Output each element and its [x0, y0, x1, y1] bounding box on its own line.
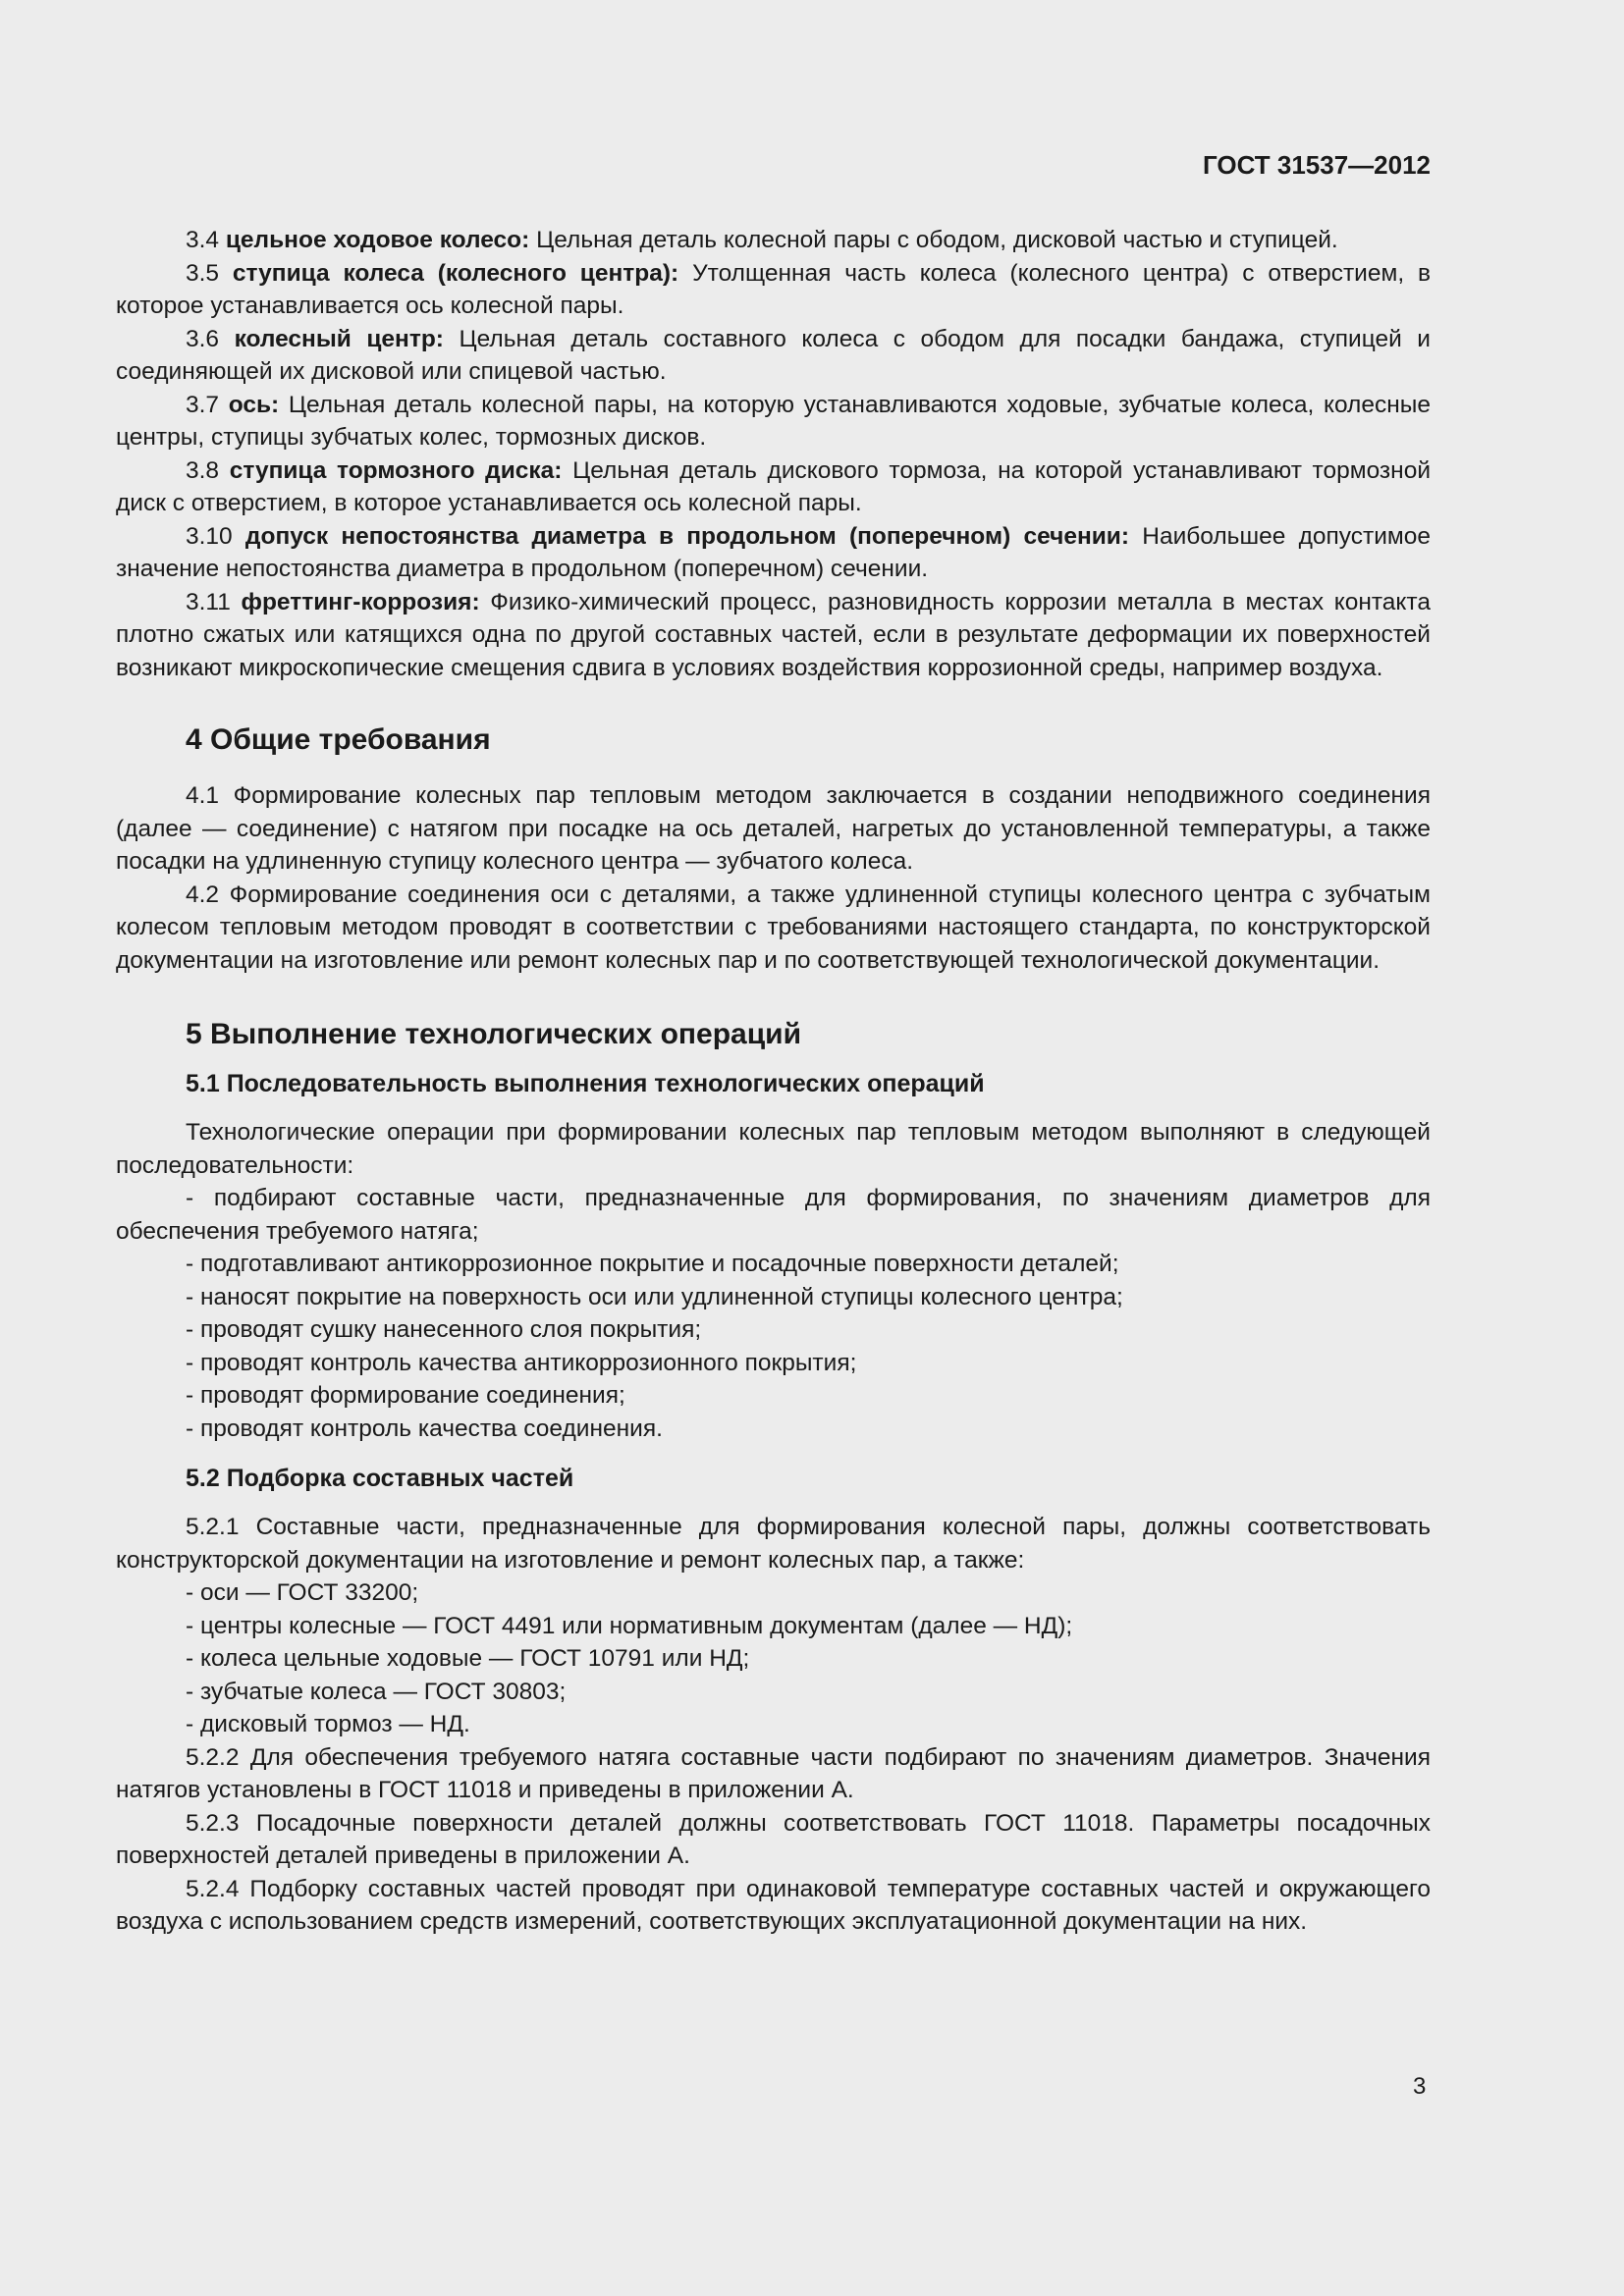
paragraph-5-1-intro: Технологические операции при формировании колесных пар тепловым методом выполняют в следующей последовательности: — [116, 1119, 1431, 1179]
section-5-1-heading: 5.1 Последовательность выполнения технологических операций — [186, 1070, 985, 1097]
definition-term: ступица колеса (колесного центра): — [232, 259, 679, 287]
list-item: - дисковый тормоз — НД. — [186, 1711, 470, 1737]
list-item: - наносят покрытие на поверхность оси или удлиненной ступицы колесного центра; — [186, 1283, 1123, 1310]
list-item: - проводят сушку нанесенного слоя покрытия; — [186, 1316, 702, 1343]
document-body — [116, 224, 1431, 1939]
paragraph-5-2-2: 5.2.2 Для обеспечения требуемого натяга составные части подбирают по значениям диаметров. Значения натягов установлены в ГОСТ 11018 и приведены в приложении А. — [116, 1743, 1431, 1803]
definition-text: Цельная деталь дискового тормоза, на которой устанавливают тормозной диск с отверстием, в которое устанавливается ось колесной пары. — [116, 456, 1432, 516]
list-item: - центры колесные — ГОСТ 4491 или нормативным документам (далее — НД); — [186, 1612, 1073, 1639]
list-item: - оси — ГОСТ 33200; — [186, 1579, 419, 1606]
list-item: - подготавливают антикоррозионное покрытие и посадочные поверхности деталей; — [186, 1251, 1119, 1277]
definition-3-5 — [116, 257, 1431, 323]
definition-3-10 — [116, 520, 1431, 586]
paragraph-5-2-3: 5.2.3 Посадочные поверхности деталей должны соответствовать ГОСТ 11018. Параметры посадочных поверхностей деталей приведены в приложении А. — [116, 1809, 1431, 1869]
list-item: - проводят формирование соединения; — [186, 1382, 625, 1409]
definition-3-4 — [116, 224, 1431, 257]
definition-text: Физико-химический процесс, разновидность коррозии металла в местах контакта плотно сжатых или катящихся одна по другой составных частей, если в результате деформации их поверхностей возникают микроскопические смещения сдвига в условиях воздействия коррозионной среды, например воздуха. — [116, 588, 1431, 681]
paragraph-5-2-4: 5.2.4 Подборку составных частей проводят при одинаковой температуре составных частей и окружающего воздуха с использованием средств измерений, соответствующих эксплуатационной документации на них. — [116, 1875, 1431, 1935]
section-4-heading: 4 Общие требования — [186, 723, 491, 756]
definition-number: 3.6 — [186, 325, 220, 352]
definition-term: ось: — [228, 391, 280, 418]
definition-number: 3.5 — [186, 259, 220, 287]
definition-3-6 — [116, 323, 1431, 389]
list-item: - подбирают составные части, предназначенные для формирования, по значениям диаметров для обеспечения требуемого натяга; — [116, 1185, 1431, 1245]
list-item: - проводят контроль качества антикоррозионного покрытия; — [186, 1349, 857, 1376]
definition-number: 3.8 — [186, 456, 220, 484]
paragraph-4-2: 4.2 Формирование соединения оси с деталями, а также удлиненной ступицы колесного центра с зубчатым колесом тепловым методом проводят в соответствии с требованиями настоящего стандарта, по конструкторской документации на изготовление или ремонт колесных пар и по соответствующей технологической документации. — [116, 881, 1431, 974]
list-item: - колеса цельные ходовые — ГОСТ 10791 или НД; — [186, 1645, 750, 1672]
list-item: - зубчатые колеса — ГОСТ 30803; — [186, 1678, 567, 1705]
definition-3-8 — [116, 454, 1431, 520]
definition-text: Цельная деталь колесной пары, на которую устанавливаются ходовые, зубчатые колеса, колесные центры, ступицы зубчатых колес, тормозных дисков. — [116, 391, 1431, 451]
definition-3-7 — [116, 389, 1431, 454]
page-number: 3 — [1413, 2073, 1427, 2100]
definition-text: Цельная деталь колесной пары с ободом, дисковой частью и ступицей. — [536, 227, 1338, 253]
list-item: - проводят контроль качества соединения. — [186, 1415, 663, 1442]
definition-text: Наибольшее допустимое значение непостоянства диаметра в продольном (поперечном) сечении. — [116, 522, 1431, 582]
section-5-heading: 5 Выполнение технологических операций — [186, 1018, 802, 1050]
definition-3-11 — [116, 586, 1431, 685]
definition-term: допуск непостоянства диаметра в продольном (поперечном) сечении: — [244, 522, 1130, 550]
definition-number: 3.4 — [186, 227, 220, 253]
definition-text: Утолщенная часть колеса (колесного центра) с отверстием, в которое устанавливается ось колесной пары. — [116, 259, 1432, 319]
paragraph-4-1: 4.1 Формирование колесных пар тепловым методом заключается в создании неподвижного соединения (далее — соединение) с натягом при посадке на ось деталей, нагретых до установленной температуры, а также посадки на удлиненную ступицу колесного центра — зубчатого колеса. — [116, 782, 1431, 875]
document-code: ГОСТ 31537—2012 — [1203, 150, 1431, 180]
definition-number: 3.11 — [186, 588, 231, 615]
definition-term: ступица тормозного диска: — [229, 456, 563, 484]
definition-term: колесный центр: — [234, 325, 444, 352]
paragraph-5-2-1: 5.2.1 Составные части, предназначенные для формирования колесной пары, должны соответствовать конструкторской документации на изготовление и ремонт колесных пар, а также: — [116, 1514, 1431, 1574]
definition-number: 3.7 — [186, 391, 220, 418]
definition-term: цельное ходовое колесо: — [225, 227, 530, 253]
definition-number: 3.10 — [186, 522, 233, 550]
definition-text: Цельная деталь составного колеса с ободом для посадки бандажа, ступицей и соединяющей их дисковой или спицевой частью. — [116, 325, 1431, 385]
section-5-2-heading: 5.2 Подборка составных частей — [186, 1465, 574, 1492]
definition-term: фреттинг-коррозия: — [241, 588, 480, 615]
